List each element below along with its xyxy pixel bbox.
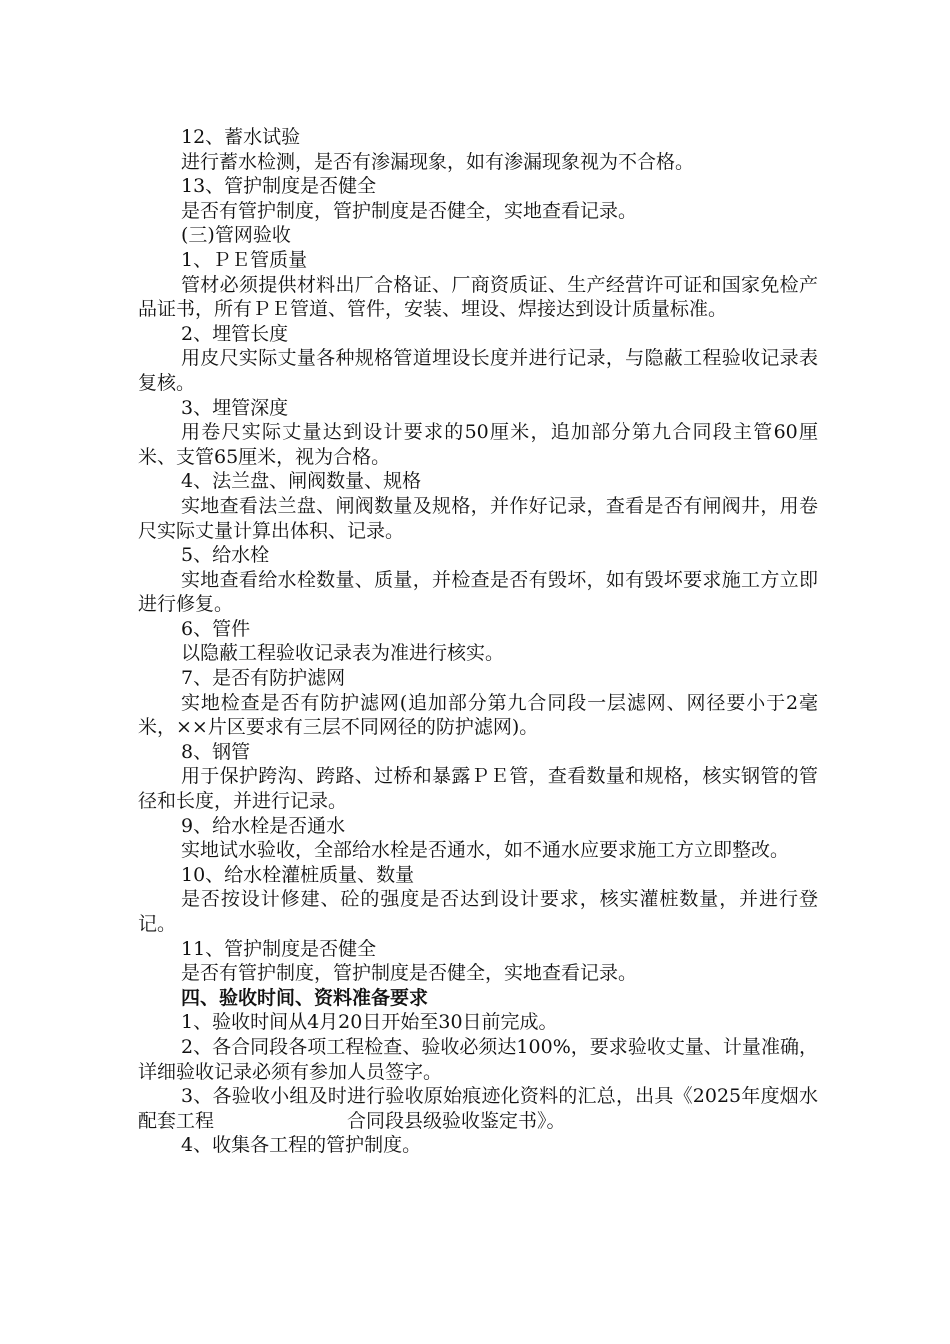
- paragraph-18: 7、是否有防护滤网: [181, 667, 346, 690]
- paragraph-5: (三)管网验收: [181, 224, 291, 247]
- paragraph-14: 5、给水栓: [181, 544, 270, 567]
- paragraph-29: 1、验收时间从4月20日开始至30日前完成。: [181, 1011, 558, 1034]
- paragraph-26: 11、管护制度是否健全: [181, 937, 377, 960]
- paragraph-20: 8、钢管: [181, 740, 251, 763]
- paragraph-2: 进行蓄水检测，是否有渗漏现象，如有渗漏现象视为不合格。: [181, 150, 695, 173]
- paragraph-25: 是否按设计修建、砼的强度是否达到设计要求，核实灌桩数量，并进行登记。: [138, 888, 818, 935]
- paragraph-3: 13、管护制度是否健全: [181, 175, 377, 198]
- document-page: [138, 125, 818, 1158]
- paragraph-31: 3、各验收小组及时进行验收原始痕迹化资料的汇总，出具《2025年度烟水配套工程 合同段县级验收鉴定书》。: [138, 1085, 818, 1132]
- paragraph-27: 是否有管护制度，管护制度是否健全，实地查看记录。: [181, 962, 638, 985]
- paragraph-30: 2、各合同段各项工程检查、验收必须达100%，要求验收丈量、计量准确，详细验收记录必须有参加人员签字。: [138, 1035, 818, 1083]
- paragraph-1: 12、蓄水试验: [181, 126, 301, 148]
- paragraph-8: 2、埋管长度: [181, 322, 289, 345]
- paragraph-4: 是否有管护制度，管护制度是否健全，实地查看记录。: [181, 199, 638, 222]
- paragraph-16: 6、管件: [181, 617, 251, 640]
- paragraph-21: 用于保护跨沟、跨路、过桥和暴露ＰＥ管，查看数量和规格，核实钢管的管径和长度，并进行记录。: [138, 765, 818, 813]
- paragraph-12: 4、法兰盘、闸阀数量、规格: [181, 470, 422, 493]
- section-heading-4: 四、验收时间、资料准备要求: [181, 986, 429, 1009]
- paragraph-17: 以隐蔽工程验收记录表为准进行核实。: [181, 642, 505, 665]
- paragraph-22: 9、给水栓是否通水: [181, 814, 346, 837]
- paragraph-11: 用卷尺实际丈量达到设计要求的50厘米，追加部分第九合同段主管60厘米、支管65厘米，视为合格。: [138, 421, 818, 468]
- paragraph-24: 10、给水栓灌桩质量、数量: [181, 863, 415, 886]
- paragraph-7: 管材必须提供材料出厂合格证、厂商资质证、生产经营许可证和国家免检产品证书，所有ＰＥ管道、管件，安装、埋设、焊接达到设计质量标准。: [138, 273, 818, 321]
- paragraph-32: 4、收集各工程的管护制度。: [181, 1134, 422, 1157]
- paragraph-6: 1、ＰＥ管质量: [181, 248, 308, 271]
- paragraph-10: 3、埋管深度: [181, 396, 289, 419]
- paragraph-23: 实地试水验收，全部给水栓是否通水，如不通水应要求施工方立即整改。: [181, 839, 790, 862]
- paragraph-19: 实地检查是否有防护滤网(追加部分第九合同段一层滤网、网径要小于2毫米，××片区要求有三层不同网径的防护滤网)。: [138, 691, 818, 739]
- paragraph-15: 实地查看给水栓数量、质量，并检查是否有毁坏，如有毁坏要求施工方立即进行修复。: [138, 568, 818, 616]
- paragraph-9: 用皮尺实际丈量各种规格管道埋设长度并进行记录，与隐蔽工程验收记录表复核。: [138, 347, 818, 394]
- paragraph-13: 实地查看法兰盘、闸阀数量及规格，并作好记录，查看是否有闸阀井，用卷尺实际丈量计算出体积、记录。: [138, 494, 818, 542]
